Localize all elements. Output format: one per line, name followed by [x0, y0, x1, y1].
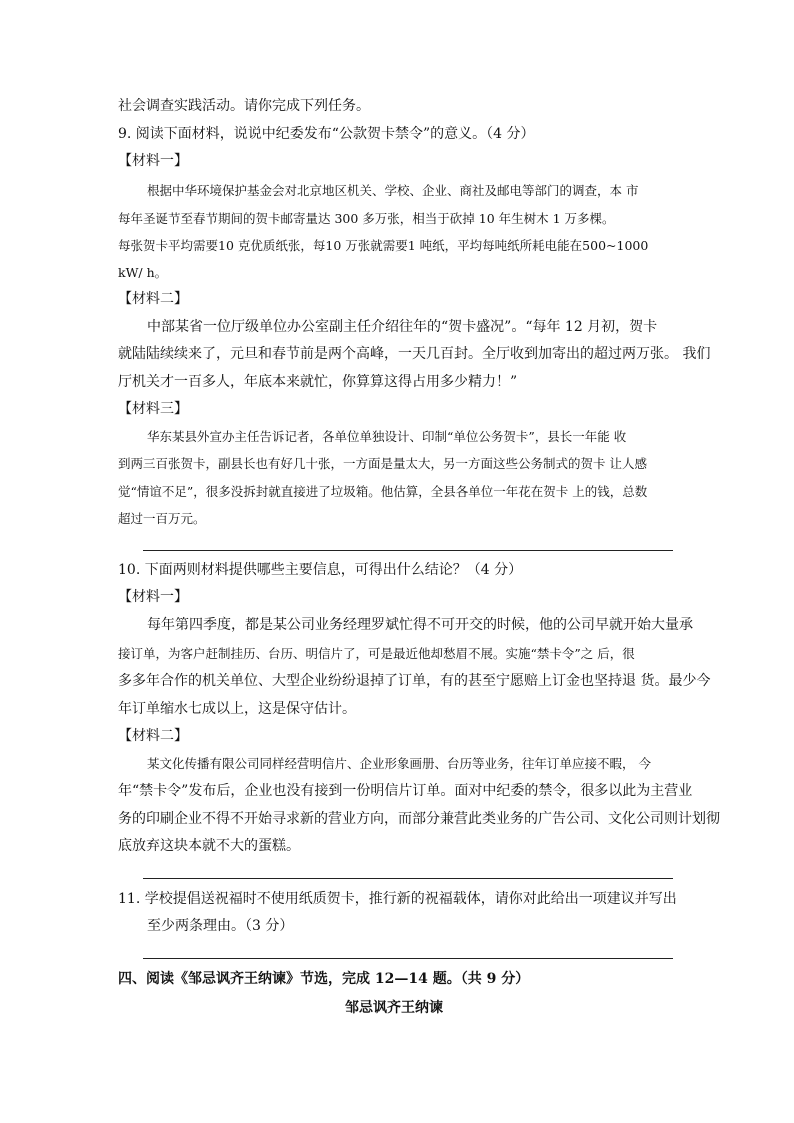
intro-line: 社会调查实践活动。请你完成下列任务。: [118, 98, 370, 114]
q10-material2-line: 底放弃这块本就不大的蛋糕。: [118, 838, 300, 854]
section4-title: 邹忌讽齐王纳谏: [345, 1000, 443, 1016]
answer-line: [143, 958, 673, 959]
q10-material1-label: 【材料一】: [118, 589, 188, 605]
q9-material2-label: 【材料二】: [118, 291, 188, 307]
q10-material2-label: 【材料二】: [118, 728, 188, 744]
q9-material2-line: 厅机关才一百多人，年底本来就忙，你算算这得占用多少精力！”: [118, 374, 518, 390]
q9-material1-label: 【材料一】: [118, 153, 188, 169]
q9-material1-line: 每张贺卡平均需要10 克优质纸张，每10 万张就需要1 吨纸，平均每吨纸所耗电能在500~1000: [118, 238, 649, 253]
q10-question: 10. 下面两则材料提供哪些主要信息，可得出什么结论？（4 分）: [118, 562, 523, 578]
q9-material3-label: 【材料三】: [118, 401, 188, 417]
q9-material2-line: 中部某省一位厅级单位办公室副主任介绍往年的“贺卡盛况”。“每年 12 月初，贺卡: [147, 319, 658, 335]
q9-material3-line: 觉“情谊不足”，很多没拆封就直接进了垃圾箱。他估算，全县各单位一年花在贺卡 上的钱，总数: [118, 484, 648, 499]
q11-question-line: 至少两条理由。（3 分）: [147, 918, 294, 934]
section4-heading: 四、阅读《邹忌讽齐王纳谏》节选，完成 12—14 题。（共 9 分）: [118, 971, 530, 987]
q9-material1-line: kW/ h。: [118, 265, 168, 280]
q10-material1-line: 每年第四季度，都是某公司业务经理罗斌忙得不可开交的时候，他的公司早就开始大量承: [147, 617, 693, 633]
answer-line: [143, 550, 673, 551]
q9-question: 9. 阅读下面材料，说说中纪委发布“公款贺卡禁令”的意义。（4 分）: [118, 126, 535, 142]
q9-material1-line: 每年圣诞节至春节期间的贺卡邮寄量达 300 多万张，相当于砍掉 10 年生树木 1 万多棵。: [118, 211, 615, 226]
q10-material2-line: 年“禁卡令”发布后，企业也没有接到一份明信片订单。面对中纪委的禁令，很多以此为主营业: [118, 783, 693, 799]
q9-material3-line: 到两三百张贺卡，副县长也有好几十张，一方面是量太大，另一方面这些公务制式的贺卡 让人感: [118, 456, 647, 471]
q10-material1-line: 接订单，为客户赶制挂历、台历、明信片了，可是最近他却愁眉不展。实施“禁卡令”之 后，很: [118, 646, 635, 661]
q10-material2-line: 某文化传播有限公司同样经营明信片、企业形象画册、台历等业务，往年订单应接不暇， 今: [147, 756, 651, 771]
answer-line: [143, 878, 673, 879]
q9-material1-line: 根据中华环境保护基金会对北京地区机关、学校、企业、商社及邮电等部门的调查，本 市: [147, 183, 639, 198]
q10-material1-line: 多多年合作的机关单位、大型企业纷纷退掉了订单，有的甚至宁愿赔上订金也坚持退 货。最少今: [118, 673, 711, 689]
q10-material2-line: 务的印刷企业不得不开始寻求新的营业方向，而部分兼营此类业务的广告公司、文化公司则计划彻: [118, 811, 720, 827]
q9-material2-line: 就陆陆续续来了，元旦和春节前是两个高峰，一天几百封。全厅收到加寄出的超过两万张。 我们: [118, 346, 711, 362]
q10-material1-line: 年订单缩水七成以上，这是保守估计。: [118, 701, 356, 717]
q9-material3-line: 华东某县外宣办主任告诉记者，各单位单独设计、印制“单位公务贺卡”，县长一年能 收: [147, 429, 627, 444]
q11-question-line: 11. 学校提倡送祝福时不使用纸质贺卡，推行新的祝福载体，请你对此给出一项建议并写出: [118, 891, 677, 907]
q9-material3-line: 超过一百万元。: [118, 511, 206, 526]
